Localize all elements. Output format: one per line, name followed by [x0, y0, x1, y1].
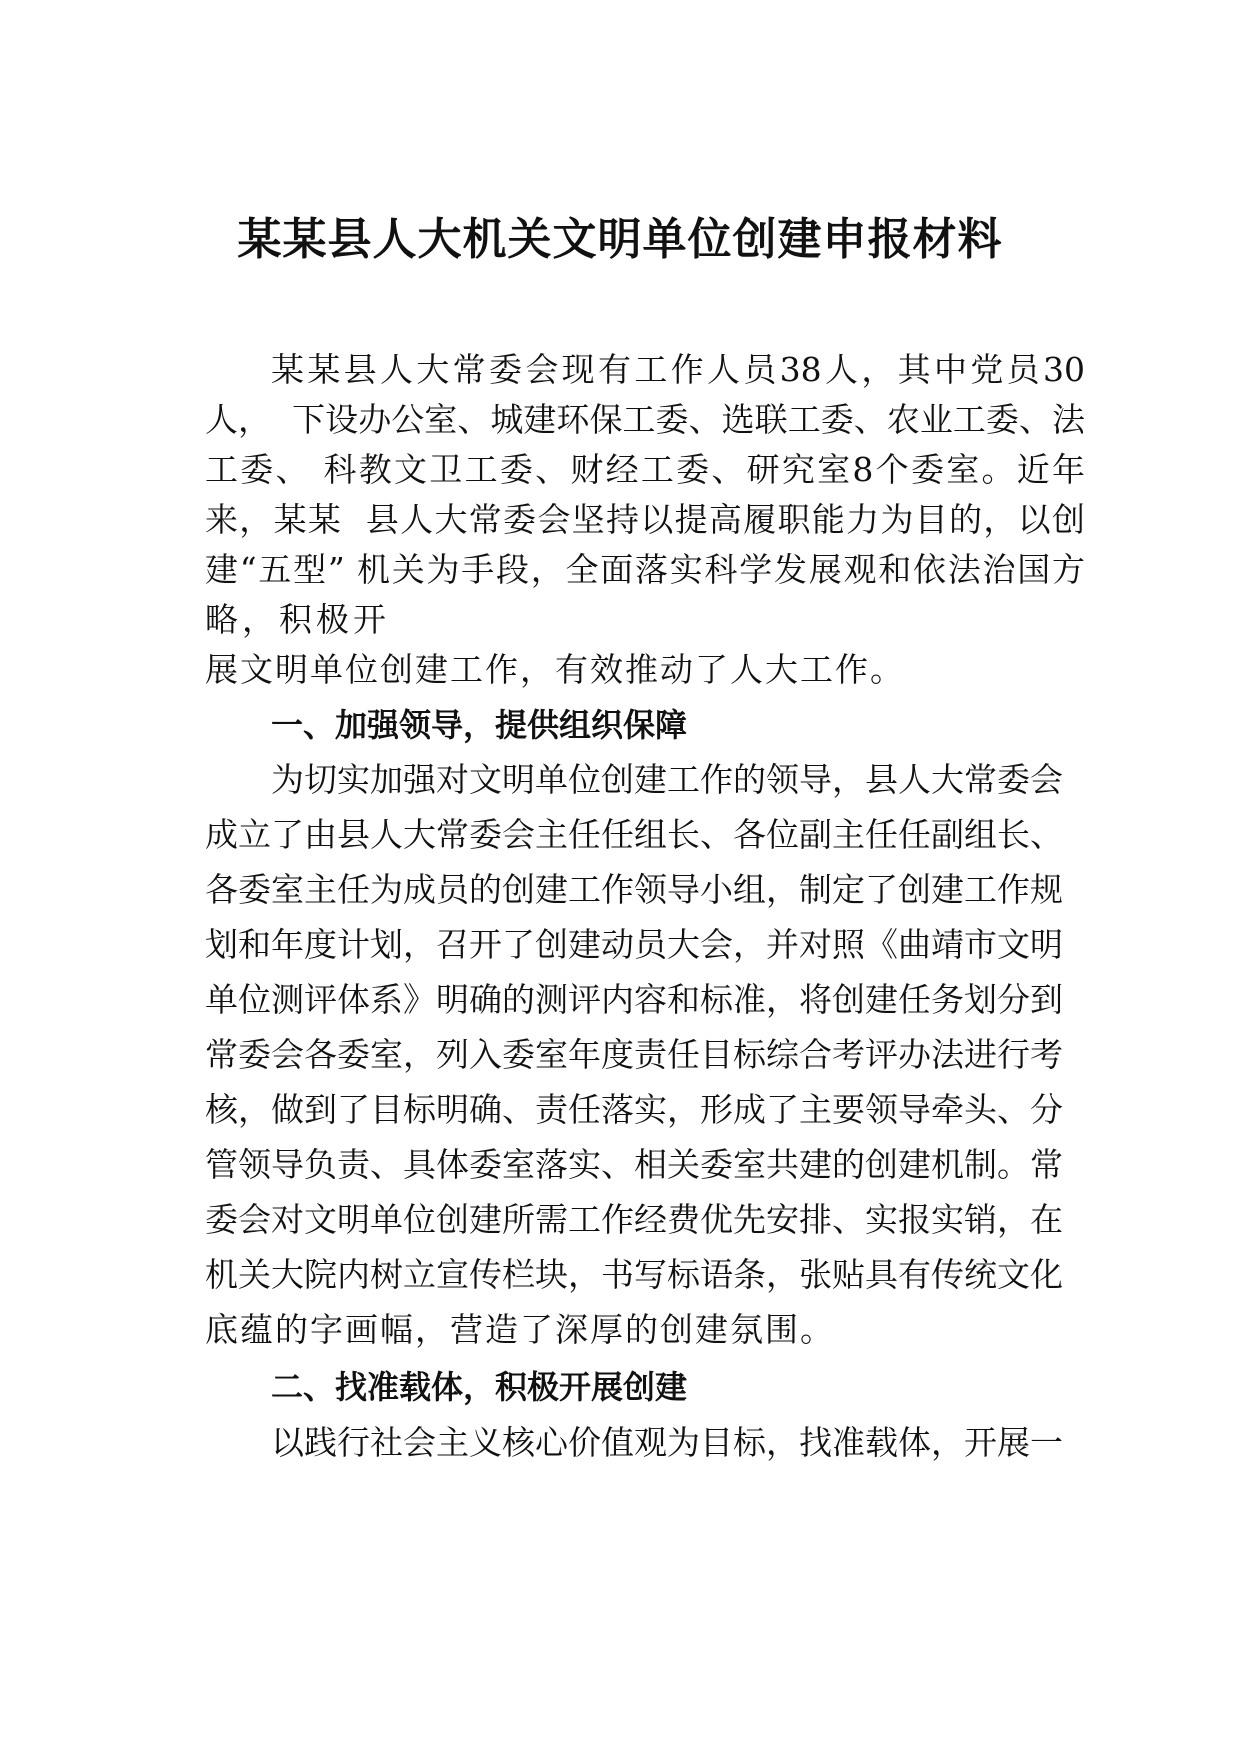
paragraph-line: 机关大院内树立宣传栏块，书写标语条，张贴具有传统文化 [205, 1255, 1063, 1294]
paragraph-line: 建“五型” 机关为手段，全面落实科学发展观和依法治国方 [205, 550, 1085, 589]
paragraph-line: 核，做到了目标明确、责任落实，形成了主要领导牵头、分 [205, 1090, 1063, 1129]
paragraph-line: 底蕴的字画幅，营造了深厚的创建氛围。 [205, 1310, 835, 1349]
paragraph-line: 单位测评体系》明确的测评内容和标准，将创建任务划分到 [205, 980, 1063, 1019]
paragraph-line: 委会对文明单位创建所需工作经费优先安排、实报实销，在 [205, 1200, 1063, 1239]
paragraph-line: 各委室主任为成员的创建工作领导小组，制定了创建工作规 [205, 870, 1063, 909]
paragraph-line: 略，积极开 [205, 600, 390, 639]
paragraph-line: 为切实加强对文明单位创建工作的领导，县人大常委会 [271, 760, 1063, 799]
paragraph-line: 展文明单位创建工作，有效推动了人大工作。 [205, 650, 905, 689]
paragraph-line: 成立了由县人大常委会主任任组长、各位副主任任副组长、 [205, 815, 1063, 854]
paragraph-line: 某某县人大常委会现有工作人员38人，其中党员30 [271, 350, 1085, 389]
paragraph-line: 管领导负责、具体委室落实、相关委室共建的创建机制。常 [205, 1145, 1063, 1184]
paragraph-line: 常委会各委室，列入委室年度责任目标综合考评办法进行考 [205, 1035, 1063, 1074]
section-heading: 一、加强领导，提供组织保障 [271, 706, 688, 744]
paragraph-line: 划和年度计划，召开了创建动员大会，并对照《曲靖市文明 [205, 925, 1063, 964]
paragraph-line: 以践行社会主义核心价值观为目标，找准载体，开展一 [271, 1423, 1063, 1462]
paragraph-line: 来，某某 县人大常委会坚持以提高履职能力为目的，以创 [205, 500, 1085, 539]
section-heading: 二、找准载体，积极开展创建 [271, 1368, 688, 1406]
paragraph-line: 工委、 科教文卫工委、财经工委、研究室8个委室。近年 [205, 450, 1085, 489]
document-title: 某某县人大机关文明单位创建申报材料 [237, 214, 1003, 265]
paragraph-line: 人， 下设办公室、城建环保工委、选联工委、农业工委、法 [205, 400, 1085, 439]
